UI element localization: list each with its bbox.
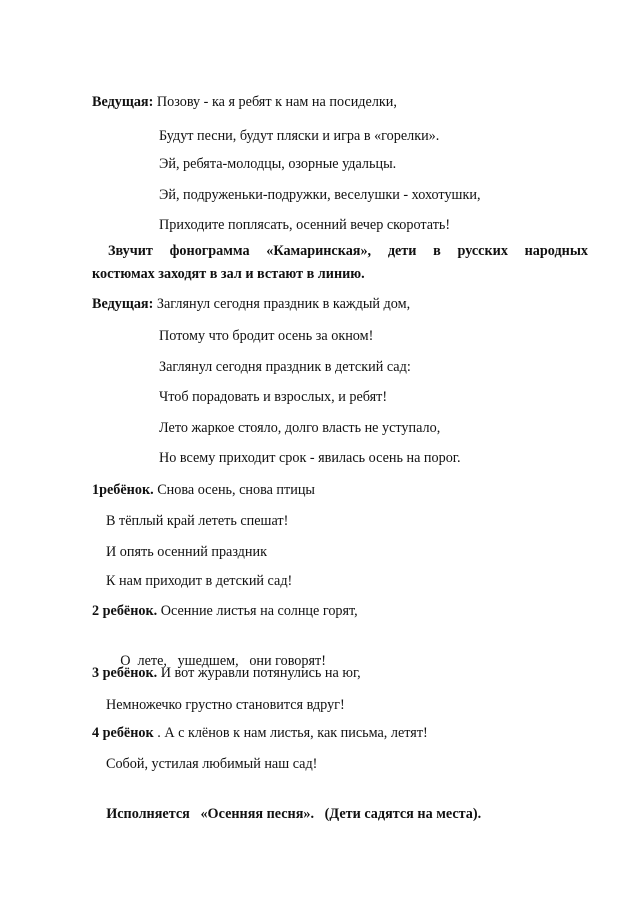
- stage-word: в: [433, 243, 441, 259]
- line-text: Позову - ка я ребят к нам на посиделки,: [153, 94, 397, 110]
- verse-line: [159, 327, 373, 345]
- speaker-label: Ведущая:: [92, 94, 154, 110]
- line-text: Заглянул сегодня праздник в каждый дом,: [153, 296, 411, 312]
- stage-word: «Камаринская»,: [266, 243, 372, 259]
- verse-line: [159, 186, 481, 204]
- line-text: . А с клёнов к нам листья, как письма, летят!: [153, 725, 428, 741]
- line-text: Осенние листья на солнце горят,: [157, 603, 358, 619]
- line-text: Эй, подруженьки-подружки, веселушки - хохотушки,: [159, 187, 481, 203]
- verse-line: [159, 127, 439, 145]
- stage-direction-line-2: [92, 265, 365, 283]
- line-presenter-1: [92, 93, 397, 111]
- verse-line: [106, 572, 292, 590]
- stage-word: фонограмма: [169, 243, 250, 259]
- line-presenter-2: [92, 295, 410, 313]
- verse-line: [159, 358, 411, 376]
- line-text: Приходите поплясать, осенний вечер скоротать!: [159, 217, 451, 233]
- speaker-label: 3 ребёнок.: [92, 665, 158, 681]
- speaker-label: 1ребёнок.: [92, 482, 154, 498]
- verse-line: [159, 155, 396, 173]
- speaker-label: 4 ребёнок: [92, 725, 154, 741]
- line-text: Заглянул сегодня праздник в детский сад:: [159, 359, 411, 375]
- line-child-3: [92, 664, 361, 682]
- stage-word: русских: [457, 243, 508, 259]
- line-text: Чтоб порадовать и взрослых, и ребят!: [159, 389, 388, 405]
- stage-word: дети: [387, 243, 417, 259]
- verse-line: [106, 512, 288, 530]
- verse-line: [106, 543, 267, 561]
- speaker-label: Ведущая:: [92, 296, 154, 312]
- line-text: Немножечко грустно становится вдруг!: [106, 697, 345, 713]
- line-text: О лете, ушедшем, они говорят!: [120, 653, 326, 669]
- line-text: Собой, устилая любимый наш сад!: [106, 756, 318, 772]
- verse-line: [106, 755, 317, 773]
- stage-text: Исполняется «Осенняя песня». (Дети садятся на места).: [106, 806, 482, 822]
- line-child-4: [92, 724, 428, 742]
- stage-word: Звучит: [108, 243, 153, 259]
- line-text: И вот журавли потянулись на юг,: [157, 665, 361, 681]
- verse-line: [159, 216, 450, 234]
- line-child-2: [92, 602, 358, 620]
- verse-line: [159, 388, 387, 406]
- line-text: К нам приходит в детский сад!: [106, 573, 293, 589]
- line-text: Лето жаркое стояло, долго власть не уступало,: [159, 420, 441, 436]
- line-text: Эй, ребята-молодцы, озорные удальцы.: [159, 156, 397, 172]
- stage-text: костюмах заходят в зал и встают в линию.: [92, 266, 365, 282]
- speaker-label: 2 ребёнок.: [92, 603, 158, 619]
- line-text: В тёплый край лететь спешат!: [106, 513, 289, 529]
- stage-direction-final: [92, 787, 481, 841]
- verse-line: [106, 696, 345, 714]
- line-text: Будут песни, будут пляски и игра в «горелки».: [159, 128, 440, 144]
- line-child-1: [92, 481, 315, 499]
- verse-line: [159, 449, 461, 467]
- line-text: И опять осенний праздник: [106, 544, 267, 560]
- verse-line: [159, 419, 440, 437]
- line-text: Потому что бродит осень за окном!: [159, 328, 374, 344]
- stage-word: народных: [524, 243, 588, 259]
- line-text: Но всему приходит срок - явилась осень на порог.: [159, 450, 461, 466]
- stage-direction-line-1: [108, 242, 588, 260]
- line-text: Снова осень, снова птицы: [153, 482, 315, 498]
